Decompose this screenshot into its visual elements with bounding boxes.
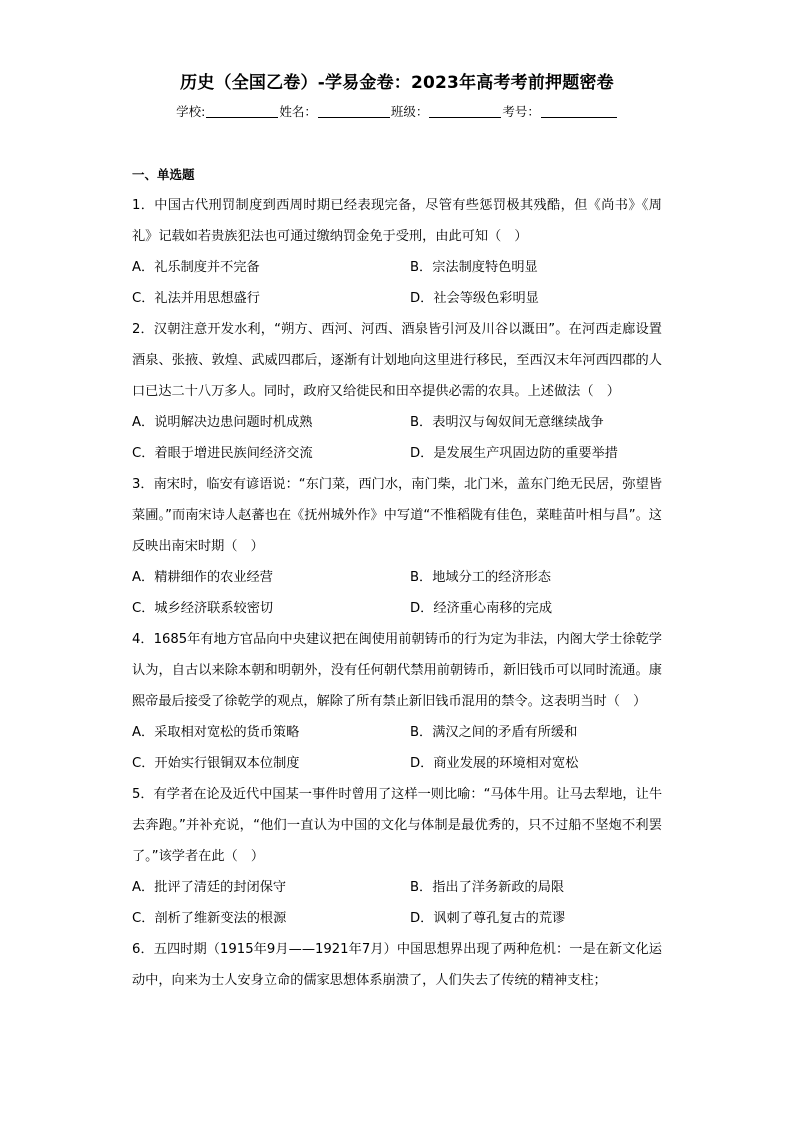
option-list — [132, 252, 662, 314]
question-2 — [132, 314, 662, 469]
school-label: 学校: — [176, 104, 206, 119]
question-1 — [132, 190, 662, 314]
question-stem: 3．南宋时，临安有谚语说：“东门菜，西门水，南门柴，北门米，盖东门绝无民居，弥望皆菜圃。”而南宋诗人赵蕃也在《抚州城外作》中写道“不惟稻陇有佳色，菜畦苗叶相与昌”。这反映出南宋时期（ ） — [132, 477, 662, 554]
question-stem: 1．中国古代刑罚制度到西周时期已经表现完备，尽管有些惩罚极其残酷，但《尚书》《周礼》记载如若贵族犯法也可通过缴纳罚金免于受刑，由此可知（ ） — [132, 198, 662, 244]
option-a[interactable]: A．批评了清廷的封闭保守 — [132, 880, 287, 895]
page-title: 历史（全国乙卷）-学易金卷：2023年高考考前押题密卷 — [180, 73, 614, 93]
option-a[interactable]: A．精耕细作的农业经营 — [132, 570, 273, 585]
option-d[interactable]: D．讽刺了尊孔复古的荒谬 — [410, 911, 566, 926]
option-a[interactable]: A．礼乐制度并不完备 — [132, 260, 260, 275]
option-c[interactable]: C．着眼于增进民族间经济交流 — [132, 446, 313, 461]
option-b[interactable]: B．表明汉与匈奴间无意继续战争 — [410, 415, 604, 430]
class-label: 班级： — [390, 104, 429, 119]
option-a[interactable]: A．采取相对宽松的货币策略 — [132, 725, 300, 740]
section-heading: 一、单选题 — [132, 167, 195, 182]
question-stem: 2．汉朝注意开发水利，“朔方、西河、河西、酒泉皆引河及川谷以溉田”。在河西走廊设置酒泉、张掖、敦煌、武威四郡后，逐渐有计划地向这里进行移民，至西汉末年河西四郡的人口已达二十八万多人。同时，政府又给徙民和田卒提供必需的农具。上述做法（ ） — [132, 322, 662, 399]
option-d[interactable]: D．社会等级色彩明显 — [410, 291, 539, 306]
question-3 — [132, 469, 662, 624]
student-info-line — [0, 102, 794, 120]
option-a[interactable]: A．说明解决边患问题时机成熟 — [132, 415, 313, 430]
option-list — [132, 717, 662, 779]
exam-number-field[interactable] — [541, 104, 617, 118]
question-list — [132, 190, 662, 996]
option-b[interactable]: B．指出了洋务新政的局限 — [410, 880, 565, 895]
option-c[interactable]: C．礼法并用思想盛行 — [132, 291, 260, 306]
option-b[interactable]: B．地域分工的经济形态 — [410, 570, 551, 585]
question-stem: 4．1685年有地方官品向中央建议把在闽使用前朝铸币的行为定为非法，内阁大学士徐乾学认为，自古以来除本朝和明朝外，没有任何朝代禁用前朝铸币，新旧钱币可以同时流通。康熙帝最后接受了徐乾学的观点，解除了所有禁止新旧钱币混用的禁令。这表明当时（ ） — [132, 632, 662, 709]
question-6 — [132, 934, 662, 996]
question-stem: 5．有学者在论及近代中国某一事件时曾用了这样一则比喻：“马体牛用。让马去犁地，让牛去奔跑。”并补充说，“他们一直认为中国的文化与体制是最优秀的，只不过船不坚炮不利罢了。”该学者在此（ ） — [132, 787, 662, 864]
class-field[interactable] — [429, 104, 501, 118]
option-d[interactable]: D．商业发展的环境相对宽松 — [410, 756, 579, 771]
option-list — [132, 872, 662, 934]
option-list — [132, 562, 662, 624]
option-c[interactable]: C．开始实行银铜双本位制度 — [132, 756, 300, 771]
question-5 — [132, 779, 662, 934]
option-b[interactable]: B．宗法制度特色明显 — [410, 260, 538, 275]
question-4 — [132, 624, 662, 779]
option-c[interactable]: C．剖析了维新变法的根源 — [132, 911, 287, 926]
option-list — [132, 407, 662, 469]
name-label: 姓名： — [279, 104, 317, 119]
name-field[interactable] — [318, 104, 390, 118]
option-c[interactable]: C．城乡经济联系较密切 — [132, 601, 274, 616]
question-stem: 6．五四时期（1915年9月——1921年7月）中国思想界出现了两种危机：一是在新文化运动中，向来为士人安身立命的儒家思想体系崩溃了，人们失去了传统的精神支柱； — [132, 942, 662, 988]
option-d[interactable]: D．是发展生产巩固边防的重要举措 — [410, 446, 618, 461]
school-field[interactable] — [206, 104, 278, 118]
option-d[interactable]: D．经济重心南移的完成 — [410, 601, 553, 616]
option-b[interactable]: B．满汉之间的矛盾有所缓和 — [410, 725, 578, 740]
exam-number-label: 考号： — [502, 104, 540, 119]
